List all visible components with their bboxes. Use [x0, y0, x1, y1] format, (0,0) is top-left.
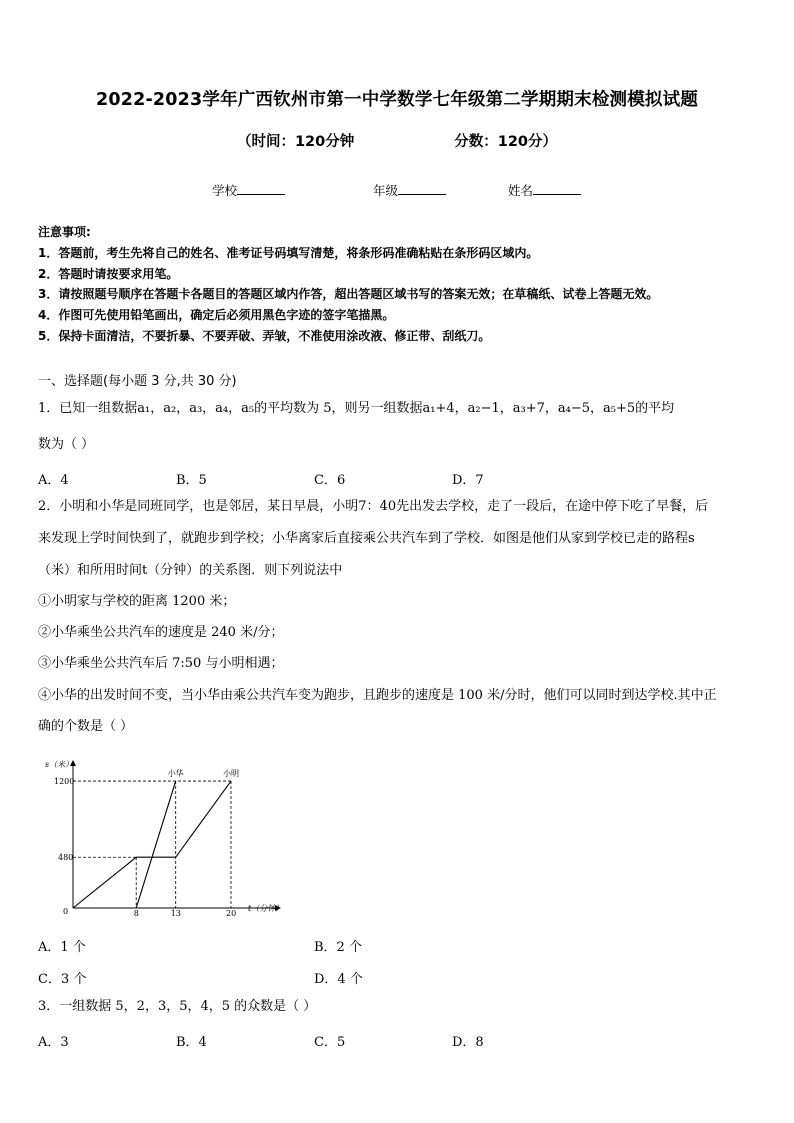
series-label-xiaoming: 小明 — [223, 769, 239, 779]
x-tick-label: 13 — [170, 909, 181, 918]
x-axis-label: t（分钟） — [248, 904, 284, 913]
q3-line1: 3．一组数据 5，2，3，5，4，5 的众数是（ ） — [38, 999, 317, 1014]
q2-line2: 来发现上学时间快到了，就跑步到学校；小华离家后直接乘公共汽车到了学校．如图是他们从家到学校已走的路程s — [38, 531, 695, 546]
q1-line2: 数为（ ） — [38, 437, 95, 452]
distance-time-chart — [36, 755, 286, 925]
q2-statement-4-cont: 确的个数是（ ） — [38, 719, 134, 734]
q2-option-a[interactable]: A．1 个 — [38, 940, 86, 955]
q2-line1: 2．小明和小华是同班同学，也是邻居，某日早晨，小明7：40先出发去学校，走了一段后，在途中停下吃了早餐，后 — [38, 499, 709, 514]
y-tick-label: 480 — [58, 853, 74, 863]
exam-info — [0, 130, 794, 151]
q3-option-d[interactable]: D．8 — [452, 1035, 484, 1050]
notice-item: 5．保持卡面清洁，不要折暴、不要弄破、弄皱，不准使用涂改液、修正带、刮纸刀。 — [38, 328, 491, 343]
q3-option-a[interactable]: A．3 — [38, 1035, 69, 1050]
q3-option-c[interactable]: C．5 — [314, 1035, 346, 1050]
q2-statement-1: ①小明家与学校的距离 1200 米； — [38, 594, 236, 609]
q1-option-b[interactable]: B．5 — [176, 473, 207, 488]
q3-option-b[interactable]: B．4 — [176, 1035, 207, 1050]
q1-option-d[interactable]: D．7 — [452, 473, 484, 488]
q1-option-c[interactable]: C．6 — [314, 473, 346, 488]
y-tick-label: 1200 — [54, 777, 75, 787]
q2-statement-3: ③小华乘坐公共汽车后 7:50 与小明相遇； — [38, 656, 284, 671]
notice-block — [38, 222, 768, 347]
page-title: 2022-2023学年广西钦州市第一中学数学七年级第二学期期末检测模拟试题 — [95, 90, 699, 110]
name-field[interactable]: 姓名 — [508, 181, 581, 199]
chart-svg — [36, 755, 286, 925]
school-field[interactable]: 学校 — [212, 181, 285, 199]
x-tick-label: 20 — [226, 909, 237, 918]
q2-option-d[interactable]: D．4 个 — [314, 972, 363, 987]
notice-item: 1．答题前，考生先将自己的姓名、准考证号码填写清楚，将条形码准确粘贴在条形码区域内。 — [38, 245, 539, 260]
notice-heading: 注意事项: — [38, 225, 91, 239]
q1-line1: 1．已知一组数据a₁，a₂，a₃，a₄，a₅的平均数为 5，则另一组数据a₁+4，a₂−1，a₃+7，a₄−5，a₅+5的平均 — [38, 401, 675, 416]
q2-option-b[interactable]: B．2 个 — [314, 940, 362, 955]
y-axis-label: s（米） — [45, 760, 74, 769]
notice-item: 3．请按照题号顺序在答题卡各题目的答题区域内作答，超出答题区域书写的答案无效；在草稿纸、试卷上答题无效。 — [38, 287, 659, 302]
q2-statement-4: ④小华的出发时间不变，当小华由乘公共汽车变为跑步，且跑步的速度是 100 米/分时，他们可以同时到达学校.其中正 — [38, 688, 717, 703]
section-heading: 一、选择题(每小题 3 分,共 30 分) — [38, 374, 237, 389]
grade-field[interactable]: 年级 — [373, 181, 446, 199]
q1-option-a[interactable]: A．4 — [38, 473, 69, 488]
q2-statement-2: ②小华乘坐公共汽车的速度是 240 米/分； — [38, 625, 284, 640]
series-line-xiaohua — [136, 781, 176, 908]
q2-line3: （米）和所用时间t（分钟）的关系图．则下列说法中 — [38, 563, 343, 578]
q2-option-c[interactable]: C．3 个 — [38, 972, 87, 987]
time-info: （时间：120分钟 — [236, 134, 355, 150]
score-info: 分数：120分） — [454, 134, 558, 150]
series-label-xiaohua: 小华 — [167, 769, 184, 779]
x-tick-label: 8 — [133, 909, 139, 918]
origin-label: 0 — [63, 907, 69, 916]
notice-item: 4．作图可先使用铅笔画出，确定后必须用黑色字迹的签字笔描黑。 — [38, 308, 395, 323]
series-line-xiaoming — [73, 781, 231, 908]
notice-item: 2．答题时请按要求用笔。 — [38, 266, 179, 281]
